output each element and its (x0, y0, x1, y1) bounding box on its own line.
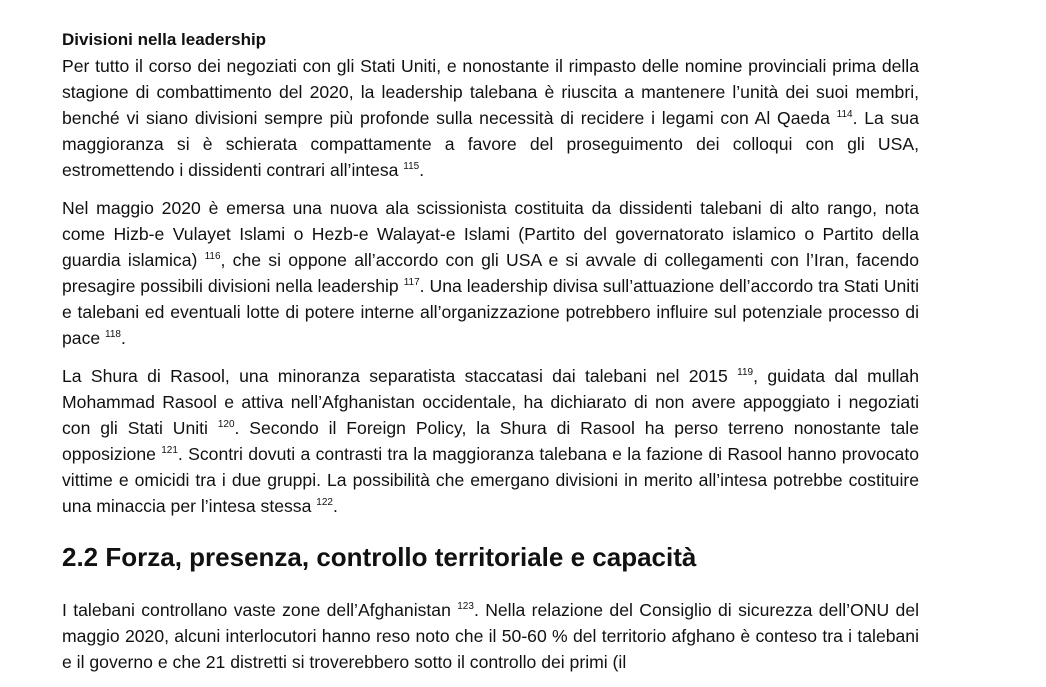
paragraph-text: . Scontri dovuti a contrasti tra la maggioranza talebana e la fazione di Rasool hanno provocato vittime e omicidi tra i due gruppi. La possibilità che emergano divisioni in merito all’intesa potrebbe costituire una minaccia per l’intesa stessa (62, 444, 919, 516)
footnote-ref: 114 (836, 109, 853, 121)
paragraph-text: La Shura di Rasool, una minoranza separatista staccatasi dai talebani nel 2015 (62, 366, 738, 386)
paragraph-text: . (332, 496, 338, 516)
subsection-title: Divisioni nella leadership (62, 30, 267, 49)
paragraph-rasool-shura (62, 363, 919, 519)
footnote-ref: 122 (316, 497, 333, 509)
footnote-ref: 118 (105, 329, 121, 341)
paragraph-text: . Nella relazione del Consiglio di sicurezza dell’ONU del maggio 2020, alcuni interlocutori hanno reso noto che il 50-60 % del territorio afghano è conteso tra i talebani e il governo e che 21 distretti si troverebbero sotto il controllo dei primi (il (62, 600, 920, 672)
paragraph-text: , guidata dal mullah Mohammad Rasool e attiva nell’Afghanistan occidentale, ha dichiarato di non avere appoggiato i negoziati con gli Stati Uniti (62, 366, 919, 438)
footnote-ref: 115 (403, 161, 420, 173)
paragraph-territorial-control (62, 597, 919, 675)
footnote-ref: 119 (737, 367, 754, 379)
paragraph-text: I talebani controllano vaste zone dell’Afghanistan (62, 600, 458, 620)
footnote-ref: 120 (217, 419, 235, 431)
footnote-ref: 117 (403, 277, 420, 289)
paragraph-leadership-unity (62, 53, 919, 183)
paragraph-text: . La sua maggioranza si è schierata compattamente a favore del proseguimento dei colloqui con gli USA, estromettendo i dissidenti contrari all’intesa (62, 108, 919, 180)
paragraph-text: . Secondo il Foreign Policy, la Shura di Rasool ha perso terreno nonostante tale opposizione (62, 418, 919, 464)
paragraph-text: , che si oppone all’accordo con gli USA e si avvale di collegamenti con l’Iran, facendo presagire possibili divisioni nella leadership (62, 250, 919, 296)
paragraph-new-splinter-wing (62, 195, 919, 351)
section-title: 2.2 Forza, presenza, controllo territoriale e capacità (62, 542, 697, 572)
footnote-ref: 123 (457, 601, 474, 613)
document-page (62, 27, 919, 687)
paragraph-text: Nel maggio 2020 è emersa una nuova ala scissionista costituita da dissidenti talebani di alto rango, nota come Hizb-e Vulayet Islami o Hezb-e Walayat-e Islami (Partito del governatorato islamico o Partito della guardia islamica) (62, 198, 919, 270)
footnote-ref: 116 (204, 251, 221, 263)
paragraph-text: . Una leadership divisa sull’attuazione dell’accordo tra Stati Uniti e talebani ed eventuali lotte di potere interne all’organizzazione potrebbero influire sul potenziale processo di pace (62, 276, 919, 348)
paragraph-text: . (121, 328, 126, 348)
paragraph-text: . (419, 160, 425, 180)
footnote-ref: 121 (161, 445, 178, 457)
paragraph-text: Per tutto il corso dei negoziati con gli Stati Uniti, e nonostante il rimpasto delle nomine provinciali prima della stagione di combattimento del 2020, la leadership talebana è riuscita a mantenere l’unità dei suoi membri, benché vi siano divisioni sempre più profonde sulla necessità di recidere i legami con Al Qaeda (62, 56, 919, 128)
